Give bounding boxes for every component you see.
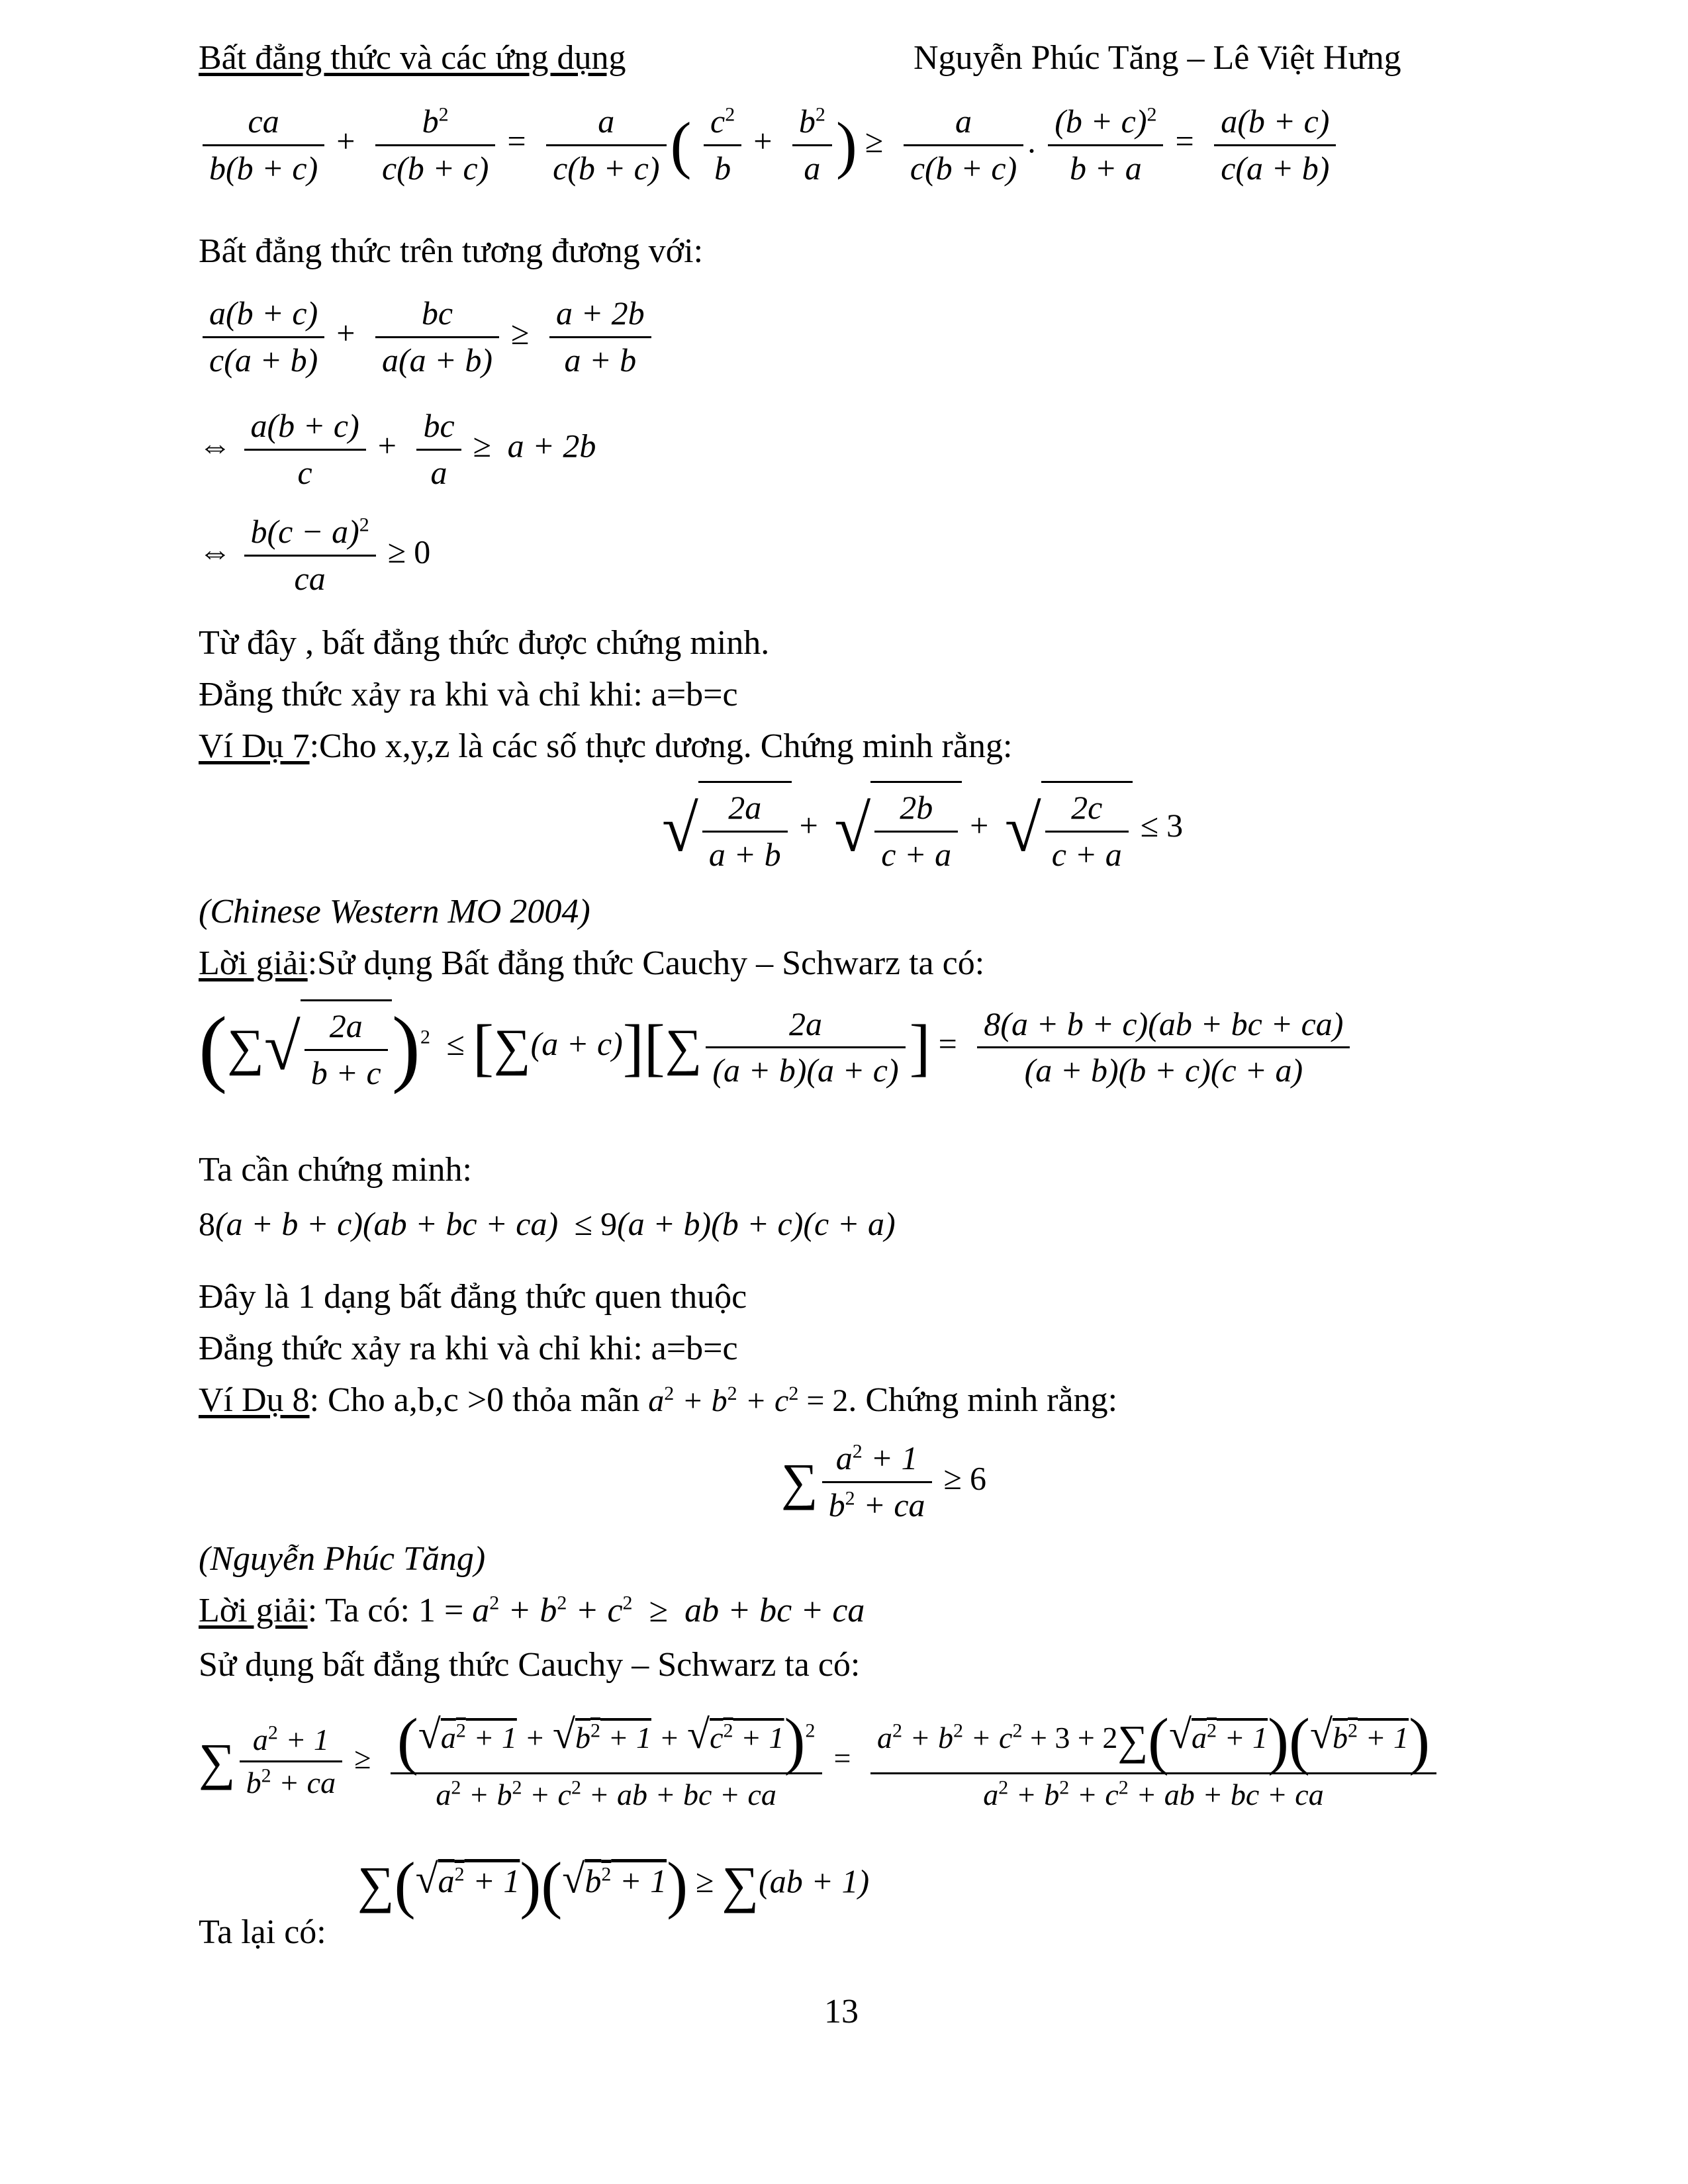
example-7 [199, 727, 1012, 766]
example-8-label: Ví Dụ 8 [199, 1381, 310, 1419]
formula-2: $\frac{a(b + c)}{c(a + b)}$ + $\frac{bc}{a(a + b)}$ ≥ $\frac{a + 2b}{a + b}$ [199, 291, 655, 383]
formula-1: $\frac{ca}{b(b + c)}$ + $\frac{b^2}{c(b + c)}$ = $\frac{a}{c(b + c)}$ ( $\frac{c^2}{b}$ + $\frac{b^2}{a}$ ) ≥ $\frac{a}{c(b + c)}$ . $\frac{(b + c)^2}{b + a}$ = $\frac{a(b + c)}{c(a + b)}$ [199, 99, 1340, 191]
header-title: Bất đẳng thức và các ứng dụng [199, 39, 626, 77]
example-7-label: Ví Dụ 7 [199, 727, 310, 765]
example-8-text-a: : Cho a,b,c >0 thỏa mãn [309, 1381, 640, 1419]
solution-8: Lời giải: Ta có: $1 = a^2 + b^2 + c^2$ ≥ ab + bc + ca [199, 1592, 865, 1629]
example-8: Ví Dụ 8: Cho a,b,c >0 thỏa mãn $a^2 + b^2 + c^2 = 2$. Chứng minh rằng: [199, 1381, 1118, 1419]
text-equality-1: Đẳng thức xảy ra khi và chỉ khi: a=b=c [199, 676, 738, 713]
solution-7-label: Lời giải [199, 944, 308, 982]
formula-9: ∑ $\frac{a^2 + 1}{b^2 + ca}$ ≥ $\frac{(√a^2 + 1 + √b^2 + 1 + √c^2 + 1)^2}{a^2 + b^2 + c^2 + ab + bc + ca}$ = $\frac{a^2 + b^2 + c^2 + 3 + 2\sum(√a^2 + 1)(√b^2 + 1)}{a^2 + b^2 + c^2 + ab + bc + ca}$ [199, 1707, 1440, 1816]
formula-4: ⇔ $\frac{b(c - a)^2}{ca}$ ≥ 0 [199, 510, 430, 601]
example-8-source: (Nguyễn Phúc Tăng) [199, 1540, 486, 1578]
formula-7: 8(a + b + c)(ab + bc + ca) ≤ 9(a + b)(b + c)(c + a) [199, 1205, 896, 1242]
text-equivalent: Bất đẳng thức trên tương đương với: [199, 232, 704, 270]
header-authors: Nguyễn Phúc Tăng – Lê Việt Hưng [914, 39, 1401, 77]
formula-3: ⇔ $\frac{a(b + c)}{c}$ + $\frac{bc}{a}$ ≥ a + 2b [199, 404, 596, 495]
solution-7-text: :Sử dụng Bất đẳng thức Cauchy – Schwarz ta có: [307, 944, 985, 982]
text-use-cs: Sử dụng bất đẳng thức Cauchy – Schwarz ta có: [199, 1646, 861, 1684]
formula-5: √ $\frac{2a}{a + b}$ + √ $\frac{2b}{c + a}$ + √ $\frac{2c}{c + a}$ ≤ 3 [662, 781, 1183, 877]
formula-8: ∑ $\frac{a^2 + 1}{b^2 + ca}$ ≥ 6 [781, 1436, 986, 1527]
example-7-text: :Cho x,y,z là các số thực dương. Chứng minh rằng: [309, 727, 1013, 765]
solution-8-text: : Ta có: [307, 1592, 410, 1629]
solution-7 [199, 944, 984, 983]
text-equality-2: Đẳng thức xảy ra khi và chỉ khi: a=b=c [199, 1330, 738, 1367]
formula-6: (∑√ $\frac{2a}{b + c}$ )$^2$ ≤ [∑(a + c)][∑ $\frac{2a}{(a + b)(a + c)}$ ] = $\frac{8(a + b + c)(ab + bc + ca)}{(a + b)(b + c)(c + a)}$ [199, 999, 1354, 1095]
page-number: 13 [824, 1993, 859, 2030]
formula-10: $\sum(√a^2 + 1)(√b^2 + 1) \ge \sum(ab + 1)$ [357, 1849, 870, 1920]
text-familiar: Đây là 1 dạng bất đẳng thức quen thuộc [199, 1278, 747, 1316]
text-also-have: Ta lại có: [199, 1913, 326, 1951]
example-7-source: (Chinese Western MO 2004) [199, 893, 590, 931]
solution-8-label: Lời giải [199, 1592, 308, 1629]
text-proved: Từ đây , bất đẳng thức được chứng minh. [199, 624, 770, 662]
text-need-prove: Ta cần chứng minh: [199, 1151, 472, 1189]
example-8-text-b: . Chứng minh rằng: [848, 1381, 1118, 1419]
